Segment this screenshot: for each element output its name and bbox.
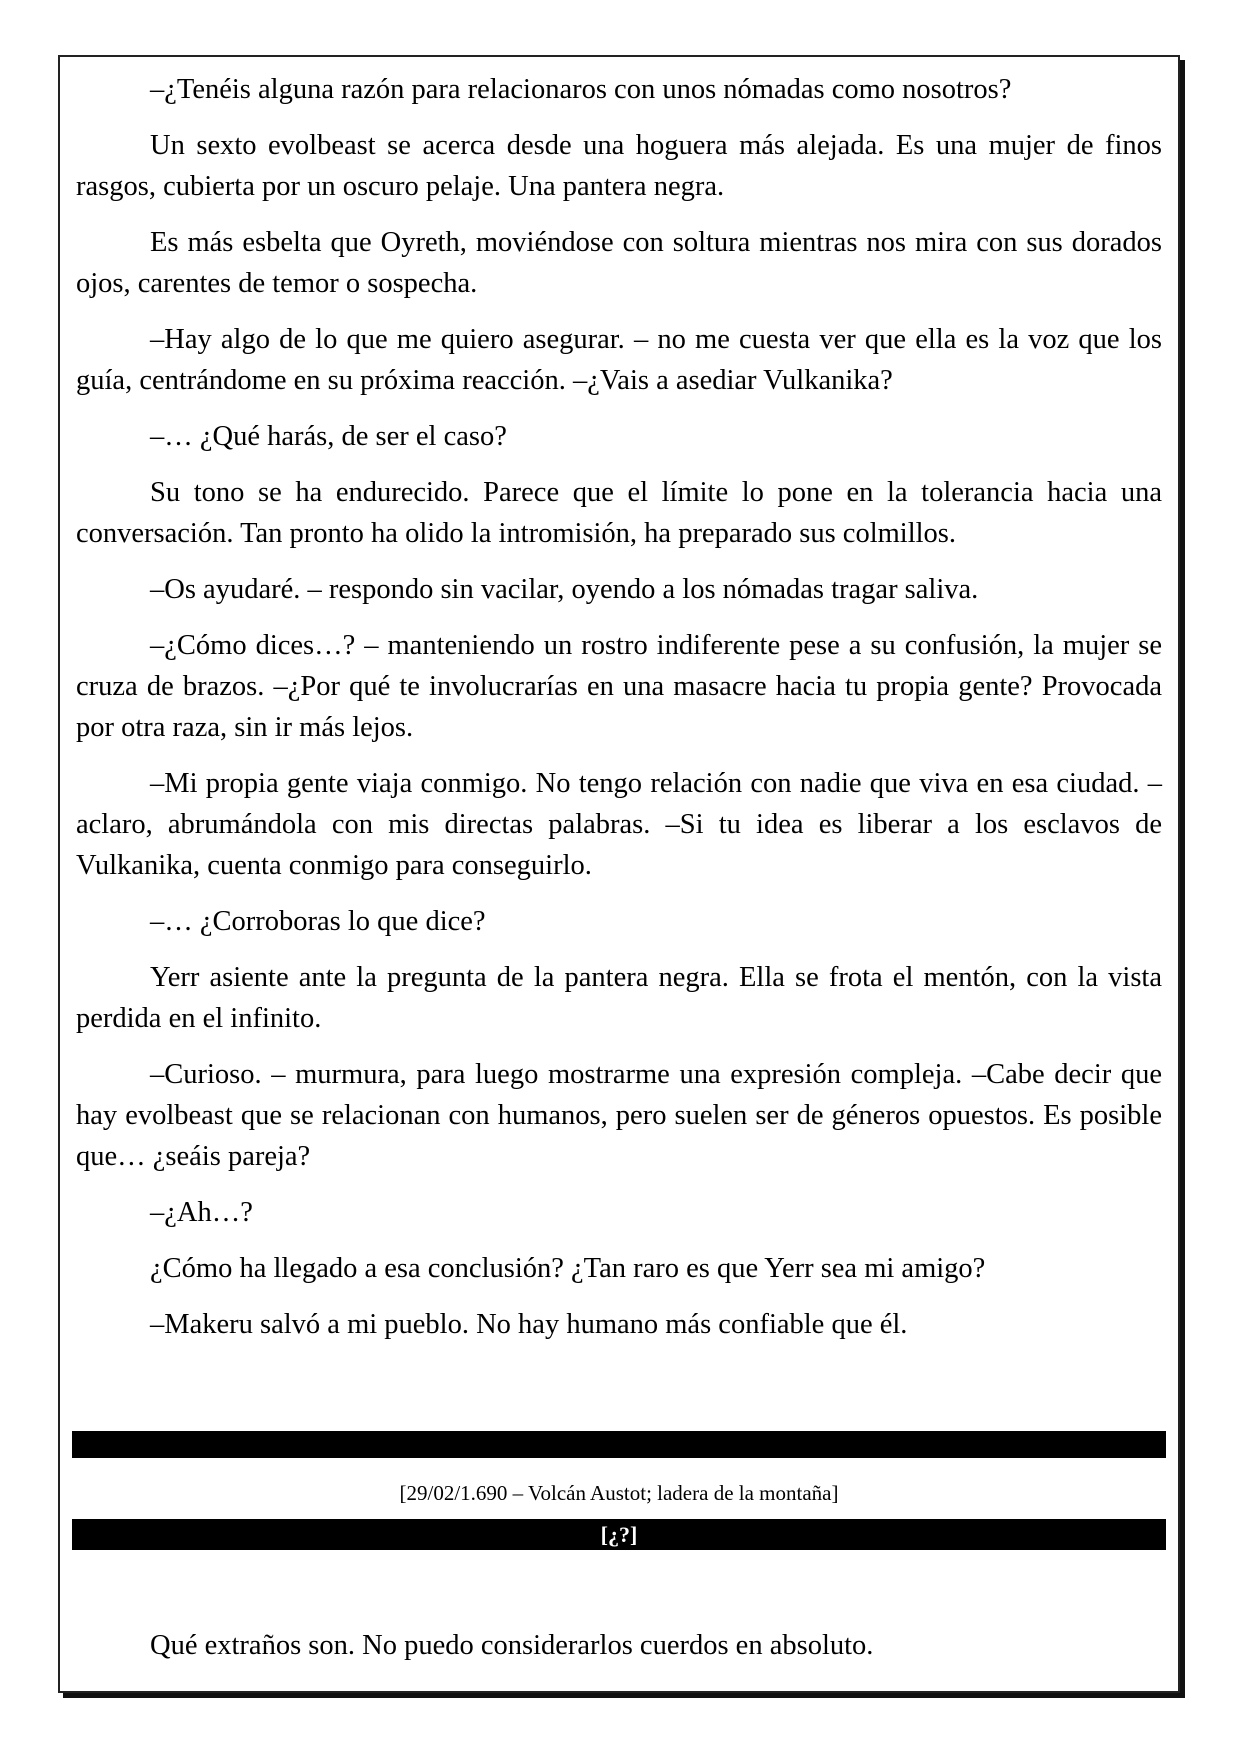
paragraph: –Mi propia gente viaja conmigo. No tengo relación con nadie que viva en esa ciudad. – aclaro, abrumándola con mis directas palabras. –Si tu idea es liberar a los esclavos de Vulkanika, cuenta conmigo para conseguirlo.	[76, 768, 1162, 881]
paragraph: Es más esbelta que Oyreth, moviéndose con soltura mientras nos mira con sus dorados ojos, carentes de temor o sospecha.	[76, 227, 1162, 299]
paragraph: –… ¿Qué harás, de ser el caso?	[150, 421, 507, 452]
paragraph: –¿Ah…?	[150, 1197, 253, 1228]
scene-divider	[72, 1431, 1166, 1550]
divider-bar	[72, 1431, 1166, 1458]
paragraph: –¿Tenéis alguna razón para relacionaros con unos nómadas como nosotros?	[150, 74, 1012, 105]
paragraph: Yerr asiente ante la pregunta de la pantera negra. Ella se frota el mentón, con la vista perdida en el infinito.	[76, 962, 1162, 1034]
paragraph: –Curioso. – murmura, para luego mostrarme una expresión compleja. –Cabe decir que hay evolbeast que se relacionan con humanos, pero suelen ser de géneros opuestos. Es posible que… ¿seáis pareja?	[76, 1059, 1162, 1172]
paragraph: –… ¿Corroboras lo que dice?	[150, 906, 486, 937]
page-frame	[58, 55, 1180, 1693]
story-text	[76, 69, 1162, 1360]
paragraph: –Os ayudaré. – respondo sin vacilar, oyendo a los nómadas tragar saliva.	[150, 574, 979, 605]
pov-marker-bar	[72, 1519, 1166, 1550]
final-paragraph: Qué extraños son. No puedo considerarlos cuerdos en absoluto.	[150, 1630, 874, 1661]
paragraph: –¿Cómo dices…? – manteniendo un rostro indiferente pese a su confusión, la mujer se cruza de brazos. –¿Por qué te involucrarías en una masacre hacia tu propia gente? Provocada por otra raza, sin ir más lejos.	[76, 630, 1162, 743]
scene-header: [29/02/1.690 – Volcán Austot; ladera de la montaña]	[399, 1481, 839, 1505]
pov-marker: [¿?]	[600, 1522, 638, 1547]
paragraph: Su tono se ha endurecido. Parece que el límite lo pone en la tolerancia hacia una conversación. Tan pronto ha olido la intromisión, ha preparado sus colmillos.	[76, 477, 1162, 549]
paragraph: –Hay algo de lo que me quiero asegurar. – no me cuesta ver que ella es la voz que los guía, centrándome en su próxima reacción. –¿Vais a asediar Vulkanika?	[76, 324, 1162, 396]
paragraph: –Makeru salvó a mi pueblo. No hay humano más confiable que él.	[150, 1309, 908, 1340]
paragraph: ¿Cómo ha llegado a esa conclusión? ¿Tan raro es que Yerr sea mi amigo?	[150, 1253, 986, 1284]
paragraph: Un sexto evolbeast se acerca desde una hoguera más alejada. Es una mujer de finos rasgos, cubierta por un oscuro pelaje. Una pantera negra.	[76, 130, 1162, 202]
